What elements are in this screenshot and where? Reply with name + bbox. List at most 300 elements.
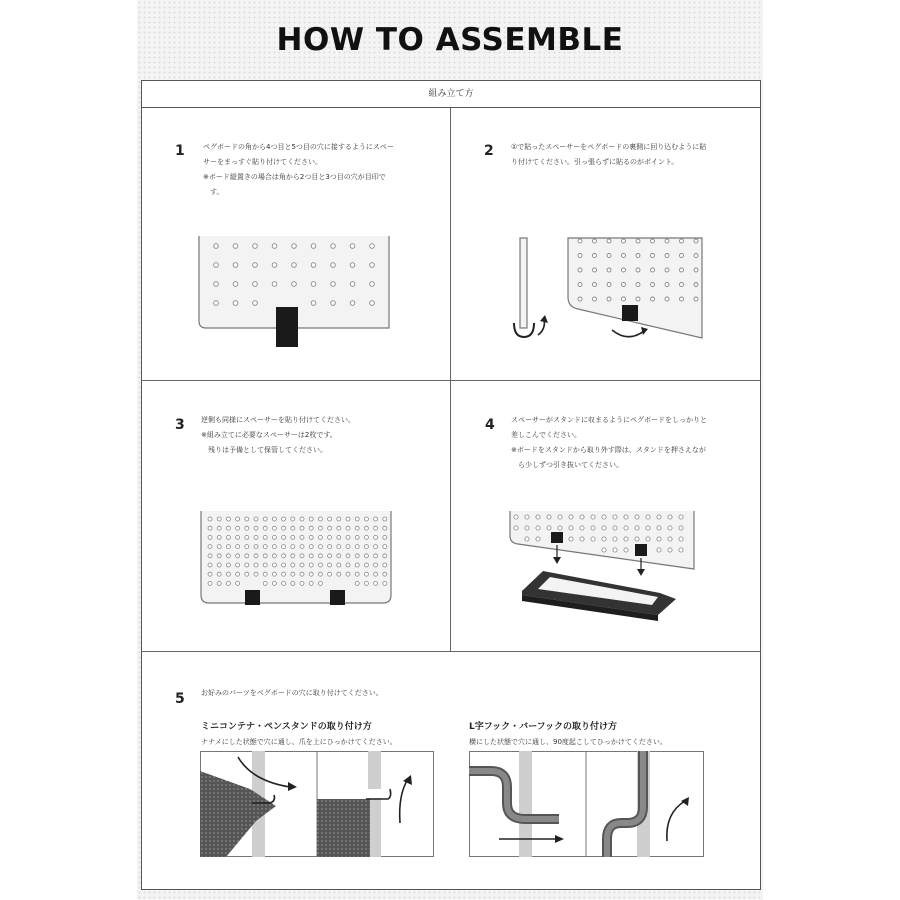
peg-hole (657, 548, 661, 552)
peg-hole (282, 526, 286, 530)
peg-hole (646, 526, 650, 530)
peg-hole (593, 297, 597, 301)
peg-hole (680, 283, 684, 287)
peg-hole (350, 301, 355, 306)
container-note: ナナメにした状態で穴に通し、爪を上にひっかけてください。 (201, 738, 397, 746)
peg-hole (272, 554, 276, 558)
peg-hole (233, 301, 238, 306)
peg-hole (370, 282, 375, 287)
row-divider-2 (141, 651, 761, 652)
peg-hole (254, 572, 258, 576)
peg-hole (328, 554, 332, 558)
peg-hole (607, 297, 611, 301)
peg-hole (602, 526, 606, 530)
container-illustration (200, 751, 434, 857)
peg-hole (668, 537, 672, 541)
peg-hole (593, 283, 597, 287)
peg-hole (374, 572, 378, 576)
peg-hole (263, 526, 267, 530)
peg-hole (282, 517, 286, 521)
peg-hole (214, 301, 219, 306)
peg-hole (254, 545, 258, 549)
peg-hole (217, 526, 221, 530)
peg-hole (245, 563, 249, 567)
peg-hole (291, 581, 295, 585)
peg-hole (272, 563, 276, 567)
peg-hole (374, 535, 378, 539)
container-title: ミニコンテナ・ペンスタンドの取り付け方 (201, 722, 372, 732)
peg-hole (578, 239, 582, 243)
peg-hole (694, 297, 698, 301)
peg-hole (236, 535, 240, 539)
peg-hole (635, 526, 639, 530)
step-3-illustration (200, 511, 392, 606)
peg-hole (346, 526, 350, 530)
peg-hole (547, 526, 551, 530)
peg-hole (607, 283, 611, 287)
peg-hole (217, 581, 221, 585)
peg-hole (318, 554, 322, 558)
peg-hole (580, 526, 584, 530)
peg-hole (263, 581, 267, 585)
step-1-illustration (198, 236, 393, 348)
peg-hole (331, 244, 336, 249)
peg-hole (318, 572, 322, 576)
peg-hole (245, 517, 249, 521)
peg-hole (346, 572, 350, 576)
peg-hole (337, 554, 341, 558)
peg-hole (253, 282, 258, 287)
peg-hole (569, 515, 573, 519)
peg-hole (337, 535, 341, 539)
peg-hole (318, 535, 322, 539)
peg-hole (337, 563, 341, 567)
peg-hole (350, 282, 355, 287)
peg-hole (233, 263, 238, 268)
peg-hole (374, 554, 378, 558)
peg-hole (622, 283, 626, 287)
peg-hole (226, 572, 230, 576)
step-4-illustration (508, 511, 683, 626)
peg-hole (364, 581, 368, 585)
peg-hole (383, 563, 387, 567)
peg-hole (558, 515, 562, 519)
peg-hole (374, 526, 378, 530)
peg-hole (272, 526, 276, 530)
peg-hole (236, 554, 240, 558)
peg-hole (253, 244, 258, 249)
peg-hole (208, 545, 212, 549)
peg-hole (636, 297, 640, 301)
peg-hole (208, 581, 212, 585)
peg-hole (214, 263, 219, 268)
peg-hole (370, 263, 375, 268)
peg-hole (337, 517, 341, 521)
peg-hole (613, 526, 617, 530)
peg-hole (624, 526, 628, 530)
peg-hole (292, 282, 297, 287)
peg-hole (578, 268, 582, 272)
peg-hole (622, 268, 626, 272)
peg-hole (355, 572, 359, 576)
peg-hole (646, 537, 650, 541)
peg-hole (208, 535, 212, 539)
peg-hole (665, 268, 669, 272)
peg-hole (309, 563, 313, 567)
peg-hole (593, 254, 597, 258)
peg-hole (355, 526, 359, 530)
peg-hole (245, 535, 249, 539)
peg-hole (282, 545, 286, 549)
row-divider-1 (141, 380, 761, 381)
peg-hole (514, 526, 518, 530)
peg-hole (355, 581, 359, 585)
peg-hole (263, 563, 267, 567)
peg-hole (355, 517, 359, 521)
peg-hole (311, 282, 316, 287)
peg-hole (331, 282, 336, 287)
peg-hole (636, 254, 640, 258)
peg-hole (635, 515, 639, 519)
peg-hole (282, 581, 286, 585)
peg-hole (226, 545, 230, 549)
peg-hole (679, 526, 683, 530)
peg-hole (525, 537, 529, 541)
hook-note: 横にした状態で穴に通し、90度起こしてひっかけてください。 (469, 738, 667, 746)
peg-hole (309, 581, 313, 585)
peg-hole (558, 526, 562, 530)
peg-hole (383, 545, 387, 549)
peg-hole (236, 545, 240, 549)
peg-hole (226, 581, 230, 585)
peg-hole (233, 282, 238, 287)
peg-hole (364, 535, 368, 539)
peg-hole (328, 572, 332, 576)
peg-hole (383, 572, 387, 576)
peg-hole (263, 545, 267, 549)
peg-hole (331, 301, 336, 306)
peg-hole (245, 545, 249, 549)
peg-hole (208, 517, 212, 521)
peg-hole (272, 581, 276, 585)
peg-hole (300, 545, 304, 549)
peg-hole (514, 515, 518, 519)
peg-hole (217, 545, 221, 549)
peg-hole (646, 515, 650, 519)
peg-hole (370, 244, 375, 249)
peg-hole (311, 301, 316, 306)
peg-hole (593, 268, 597, 272)
peg-hole (622, 239, 626, 243)
peg-hole (651, 239, 655, 243)
peg-hole (226, 517, 230, 521)
page-title: HOW TO ASSEMBLE (276, 22, 624, 58)
peg-hole (679, 537, 683, 541)
step-3-text: 逆側も同様にスペーサーを貼り付けてください。 ※組み立てに必要なスペーサーは2枚です。 残りは予備として保管してください。 (201, 416, 355, 454)
peg-hole (636, 283, 640, 287)
peg-hole (364, 545, 368, 549)
peg-hole (657, 515, 661, 519)
peg-hole (245, 554, 249, 558)
peg-hole (578, 254, 582, 258)
peg-hole (680, 268, 684, 272)
peg-hole (208, 572, 212, 576)
peg-hole (580, 537, 584, 541)
peg-hole (591, 515, 595, 519)
peg-hole (226, 535, 230, 539)
peg-hole (226, 526, 230, 530)
peg-hole (300, 526, 304, 530)
peg-hole (272, 244, 277, 249)
peg-hole (679, 548, 683, 552)
peg-hole (282, 563, 286, 567)
peg-hole (318, 517, 322, 521)
peg-hole (309, 517, 313, 521)
peg-hole (263, 535, 267, 539)
peg-hole (346, 535, 350, 539)
peg-hole (680, 254, 684, 258)
peg-hole (236, 517, 240, 521)
peg-hole (355, 563, 359, 567)
peg-hole (694, 254, 698, 258)
peg-hole (245, 572, 249, 576)
peg-hole (602, 515, 606, 519)
peg-hole (236, 572, 240, 576)
step-1-text: ペグボードの角から4つ目と5つ目の穴に接するようにスペー サーをまっすぐ貼り付けてください。 ※ボード縦置きの場合は角から2つ目と3つ目の穴が目印で す。 (203, 143, 394, 196)
peg-hole (680, 297, 684, 301)
peg-hole (254, 563, 258, 567)
peg-hole (374, 563, 378, 567)
peg-hole (668, 526, 672, 530)
hook-illustration (469, 751, 704, 857)
peg-hole (346, 563, 350, 567)
peg-hole (657, 526, 661, 530)
peg-hole (607, 239, 611, 243)
peg-hole (208, 554, 212, 558)
peg-hole (536, 537, 540, 541)
peg-hole (350, 244, 355, 249)
peg-hole (635, 537, 639, 541)
peg-hole (272, 545, 276, 549)
peg-hole (607, 254, 611, 258)
peg-hole (291, 554, 295, 558)
peg-hole (300, 554, 304, 558)
peg-hole (364, 572, 368, 576)
peg-hole (374, 581, 378, 585)
peg-hole (214, 282, 219, 287)
peg-hole (272, 263, 277, 268)
peg-hole (291, 535, 295, 539)
peg-hole (226, 554, 230, 558)
step-1-number: 1 (175, 143, 185, 159)
peg-hole (602, 548, 606, 552)
peg-hole (665, 283, 669, 287)
peg-hole (624, 515, 628, 519)
peg-hole (309, 535, 313, 539)
peg-hole (525, 526, 529, 530)
peg-hole (217, 554, 221, 558)
peg-hole (328, 545, 332, 549)
peg-hole (292, 244, 297, 249)
step-2-illustration (500, 235, 705, 350)
instructions-subtitle: 組み立て方 (141, 80, 761, 108)
peg-hole (602, 537, 606, 541)
peg-hole (679, 515, 683, 519)
peg-hole (282, 572, 286, 576)
peg-hole (208, 526, 212, 530)
peg-hole (300, 517, 304, 521)
peg-hole (569, 526, 573, 530)
peg-hole (208, 563, 212, 567)
peg-hole (309, 572, 313, 576)
peg-hole (311, 263, 316, 268)
peg-hole (364, 517, 368, 521)
peg-hole (651, 268, 655, 272)
peg-hole (214, 244, 219, 249)
peg-hole (291, 563, 295, 567)
peg-hole (665, 297, 669, 301)
peg-hole (254, 554, 258, 558)
peg-hole (245, 526, 249, 530)
peg-hole (355, 545, 359, 549)
peg-hole (536, 526, 540, 530)
peg-hole (309, 545, 313, 549)
peg-hole (331, 263, 336, 268)
step-2-number: 2 (484, 143, 494, 159)
peg-hole (226, 563, 230, 567)
peg-hole (593, 239, 597, 243)
peg-hole (346, 517, 350, 521)
step-2-text: ①で貼ったスペーサーをペグボードの裏側に回り込むように貼 り付けてください。引っ張らずに貼るのがポイント。 (511, 143, 707, 166)
peg-hole (337, 545, 341, 549)
peg-hole (680, 239, 684, 243)
peg-hole (591, 526, 595, 530)
peg-hole (254, 517, 258, 521)
peg-hole (328, 563, 332, 567)
peg-hole (309, 526, 313, 530)
peg-hole (253, 301, 258, 306)
peg-hole (569, 537, 573, 541)
peg-hole (254, 526, 258, 530)
peg-hole (636, 239, 640, 243)
peg-hole (217, 572, 221, 576)
peg-hole (525, 515, 529, 519)
peg-hole (292, 263, 297, 268)
peg-hole (291, 545, 295, 549)
peg-hole (374, 545, 378, 549)
peg-hole (318, 563, 322, 567)
peg-hole (217, 563, 221, 567)
peg-hole (383, 526, 387, 530)
peg-hole (318, 581, 322, 585)
step-4-text: スペーサーがスタンドに収まるようにペグボードをしっかりと 差しこんでください。 ※ボードをスタンドから取り外す際は、スタンドを押さえなが ら少しずつ引き抜いてください。 (511, 416, 707, 469)
peg-hole (263, 554, 267, 558)
peg-hole (328, 526, 332, 530)
peg-hole (668, 548, 672, 552)
peg-hole (346, 554, 350, 558)
peg-hole (607, 268, 611, 272)
peg-hole (636, 268, 640, 272)
peg-hole (364, 554, 368, 558)
peg-hole (622, 254, 626, 258)
peg-hole (370, 301, 375, 306)
peg-hole (328, 535, 332, 539)
peg-hole (346, 545, 350, 549)
peg-hole (272, 517, 276, 521)
peg-hole (300, 581, 304, 585)
step-4-number: 4 (485, 417, 495, 433)
peg-hole (657, 537, 661, 541)
peg-hole (217, 535, 221, 539)
peg-hole (591, 537, 595, 541)
peg-hole (253, 263, 258, 268)
peg-hole (355, 554, 359, 558)
peg-hole (263, 517, 267, 521)
peg-hole (665, 239, 669, 243)
peg-hole (337, 526, 341, 530)
peg-hole (578, 283, 582, 287)
peg-hole (613, 537, 617, 541)
hook-title: L字フック・バーフックの取り付け方 (469, 722, 618, 732)
peg-hole (665, 254, 669, 258)
peg-hole (236, 581, 240, 585)
peg-hole (694, 239, 698, 243)
peg-hole (217, 517, 221, 521)
peg-hole (383, 517, 387, 521)
peg-hole (383, 535, 387, 539)
peg-hole (291, 526, 295, 530)
peg-hole (355, 535, 359, 539)
peg-hole (578, 297, 582, 301)
peg-hole (383, 554, 387, 558)
peg-hole (668, 515, 672, 519)
peg-hole (364, 526, 368, 530)
peg-hole (624, 548, 628, 552)
peg-hole (236, 526, 240, 530)
peg-hole (272, 572, 276, 576)
peg-hole (651, 297, 655, 301)
peg-hole (236, 563, 240, 567)
peg-hole (374, 517, 378, 521)
peg-hole (651, 254, 655, 258)
peg-hole (300, 572, 304, 576)
peg-hole (536, 515, 540, 519)
peg-hole (383, 581, 387, 585)
peg-hole (350, 263, 355, 268)
peg-hole (613, 515, 617, 519)
peg-hole (318, 545, 322, 549)
peg-hole (547, 515, 551, 519)
peg-hole (622, 297, 626, 301)
peg-hole (624, 537, 628, 541)
peg-hole (282, 535, 286, 539)
peg-hole (233, 244, 238, 249)
peg-hole (291, 517, 295, 521)
peg-hole (291, 572, 295, 576)
peg-hole (282, 554, 286, 558)
peg-hole (311, 244, 316, 249)
step-3-number: 3 (175, 417, 185, 433)
peg-hole (337, 572, 341, 576)
peg-hole (300, 535, 304, 539)
peg-hole (364, 563, 368, 567)
peg-hole (254, 535, 258, 539)
peg-hole (580, 515, 584, 519)
peg-hole (694, 268, 698, 272)
peg-hole (651, 283, 655, 287)
peg-hole (318, 526, 322, 530)
peg-hole (613, 548, 617, 552)
